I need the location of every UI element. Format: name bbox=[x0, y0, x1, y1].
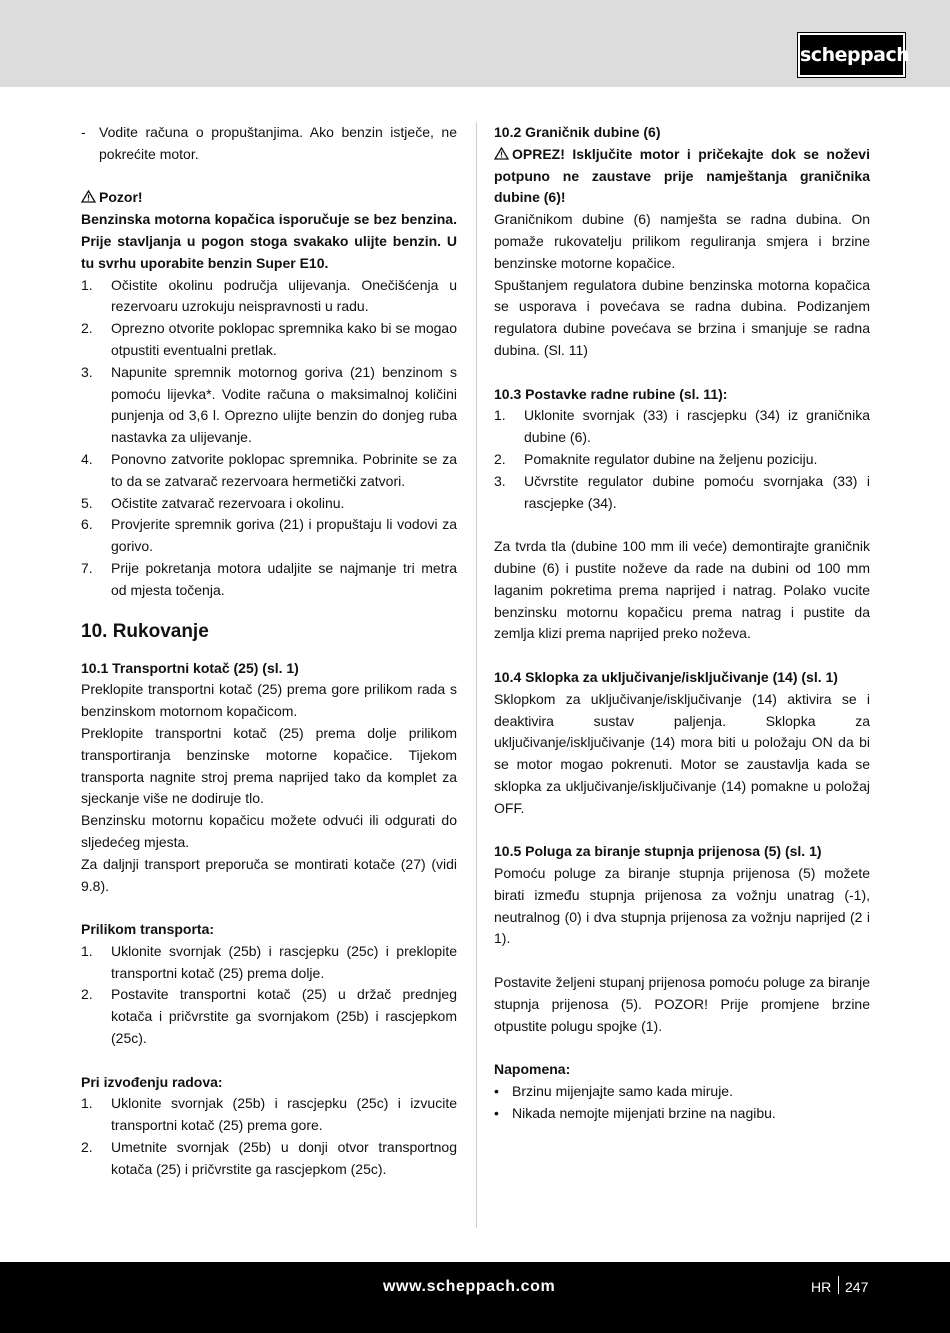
oprez-text: OPREZ! Isključite motor i pričekajte dok se noževi potpuno ne zaustave prije namještanja graničnika dubine (6)! bbox=[494, 145, 870, 206]
work-steps-list bbox=[81, 1093, 457, 1180]
paragraph: Sklopkom za uključivanje/isključivanje (14) aktivira se i deaktivira sustav paljenja. Sklopka za uključivanje/isključivanje (14) mora biti u položaju ON da bi se motor mogao pokrenuti. Motor se zaustavlja kada se sklopka za uključivanje/isključivanje (14) pomakne u položaj OFF. bbox=[494, 690, 870, 816]
list-item: 3. Napunite spremnik motornog goriva (21) benzinom s pomoću lijevka*. Vodite računa o maksimalnoj količini punjenja od 3,6 l. Oprezno ulijte benzin do donjeg ruba nastavka za ulijevanje. bbox=[81, 363, 457, 446]
list-item: 4. Ponovno zatvorite poklopac spremnika. Pobrinite se za to da se zatvarač rezervoara hermetički zatvori. bbox=[81, 450, 457, 489]
paragraph: Spuštanjem regulatora dubine benzinska motorna kopačica se usporava i povećava se radna dubina. Podizanjem regulatora dubine povećava se brzina i smanjuje se radna dubina. (Sl. 11) bbox=[494, 276, 870, 358]
warning-triangle-icon bbox=[81, 190, 96, 203]
notes-list bbox=[494, 1081, 870, 1125]
website-url: www.scheppach.com bbox=[383, 1278, 556, 1295]
right-column bbox=[494, 122, 870, 1125]
transport-heading: Prilikom transporta: bbox=[81, 921, 215, 938]
list-item: 3. Učvrstite regulator dubine pomoću svornjaka (33) i rascjepke (34). bbox=[494, 472, 870, 511]
subsection-title-10-5: 10.5 Poluga za biranje stupnja prijenosa (5) (sl. 1) bbox=[494, 843, 822, 860]
left-column bbox=[81, 122, 457, 1181]
language-code: HR bbox=[811, 1279, 832, 1295]
list-item: 2. Oprezno otvorite poklopac spremnika kako bi se mogao otpustiti eventualni pretlak. bbox=[81, 320, 457, 358]
paragraph: Preklopite transportni kotač (25) prema gore prilikom rada s benzinskom motornom kopačicom. bbox=[81, 681, 457, 720]
subsection-title-10-3: 10.3 Postavke radne rubine (sl. 11): bbox=[494, 385, 728, 402]
paragraph: Pomoću poluge za biranje stupnja prijenosa (5) možete birati između stupnja prijenosa za vožnju unatrag (-1), neutralnog (0) i dva stupnja prijenosa za vožnju naprijed (2 i 1). bbox=[494, 865, 870, 947]
column-divider bbox=[476, 122, 477, 1228]
list-item: 2. Umetnite svornjak (25b) u donji otvor transportnog kotača (25) i pričvrstite ga rascjepkom (25c). bbox=[81, 1139, 457, 1177]
subsection-title-10-1: 10.1 Transportni kotač (25) (sl. 1) bbox=[81, 659, 299, 676]
bullet-marker: • bbox=[494, 1083, 499, 1100]
bullet-marker: • bbox=[494, 1104, 499, 1121]
page-number: 247 bbox=[845, 1279, 869, 1295]
paragraph: Za tvrda tla (dubine 100 mm ili veće) demontirajte graničnik dubine (6) i pustite noževe da rade na dubini od 100 mm laganim pokretima prema naprijed i natrag. Polako vucite benzinsku motornu kopačicu prema natrag i pustite da zemlja klizi prema naprijed preko noževa. bbox=[494, 538, 870, 642]
work-heading: Pri izvođenju radova: bbox=[81, 1073, 223, 1090]
subsection-title-10-2: 10.2 Graničnik dubine (6) bbox=[494, 124, 661, 140]
depth-steps-list bbox=[494, 405, 870, 514]
footer-separator bbox=[838, 1276, 839, 1294]
note-heading: Napomena: bbox=[494, 1061, 571, 1078]
list-item: 1. Uklonite svornjak (33) i rascjepku (34) iz graničnika dubine (6). bbox=[494, 407, 870, 446]
pozor-text: Benzinska motorna kopačica isporučuje se bez benzina. Prije stavljanja u pogon stoga svakako ulijte benzin. U tu svrhu uporabite benzin Super E10. bbox=[81, 211, 457, 271]
pozor-title: Pozor! bbox=[99, 189, 143, 206]
paragraph: Postavite željeni stupanj prijenosa pomoću poluge za biranje stupnja prijenosa (5). POZOR! Prije promjene brzine otpustite polugu spojke (1). bbox=[494, 974, 870, 1034]
list-item: • Brzinu mijenjajte samo kada miruje. bbox=[494, 1081, 870, 1103]
paragraph: Graničnikom dubine (6) namješta se radna dubina. On pomaže rukovatelju prilikom reguliranja smjera i brzine benzinske motorne kopačice. bbox=[494, 211, 870, 271]
fuel-steps-list bbox=[81, 275, 457, 602]
dash-marker: - bbox=[81, 124, 86, 140]
list-item: 1. Uklonite svornjak (25b) i rascjepku (25c) i izvucite transportni kotač (25) prema gore. bbox=[81, 1095, 457, 1134]
dash-item-text: Vodite računa o propuštanjima. Ako benzin istječe, ne pokrećite motor. bbox=[99, 124, 457, 162]
list-item: 2. Postavite transportni kotač (25) u držač prednjeg kotača i pričvrstite ga svornjakom (25b) i rascjepkom (25c). bbox=[81, 986, 457, 1047]
list-item: 6. Provjerite spremnik goriva (21) i propuštaju li vodovi za gorivo. bbox=[81, 516, 457, 555]
list-item: 7. Prije pokretanja motora udaljite se najmanje tri metra od mjesta točenja. bbox=[81, 559, 457, 598]
paragraph: Za daljnji transport preporuča se montirati kotače (27) (vidi 9.8). bbox=[81, 855, 457, 894]
paragraph: Preklopite transportni kotač (25) prema dolje prilikom transportiranja benzinske motorne kopačice. Tijekom transporta nagnite stroj prema naprijed tako da komplet za sjeckanje više ne dodiruje tlo. bbox=[81, 724, 457, 807]
list-item: • Nikada nemojte mijenjati brzine na nagibu. bbox=[494, 1103, 870, 1125]
list-item: 2. Pomaknite regulator dubine na željenu poziciju. bbox=[494, 450, 818, 467]
list-item: 1. Očistite okolinu područja ulijevanja. Onečišćenja u rezervoaru uzrokuju neispravnosti u radu. bbox=[81, 276, 457, 315]
brand-logo: scheppach bbox=[798, 33, 905, 77]
dash-item bbox=[81, 122, 457, 166]
list-item: 1. Uklonite svornjak (25b) i rascjepku (25c) i preklopite transportni kotač (25) prema dolje. bbox=[81, 942, 457, 981]
list-item: 5. Očistite zatvarač rezervoara i okolinu. bbox=[81, 494, 345, 511]
subsection-title-10-4: 10.4 Sklopka za uključivanje/isključivanje (14) (sl. 1) bbox=[494, 668, 838, 685]
transport-steps-list bbox=[81, 941, 457, 1050]
warning-triangle-icon bbox=[494, 147, 509, 160]
oprez-warning bbox=[494, 144, 870, 209]
paragraph: Benzinsku motornu kopačicu možete odvući ili odgurati do sljedećeg mjesta. bbox=[81, 812, 457, 850]
pozor-heading bbox=[81, 187, 457, 209]
section-title: 10. Rukovanje bbox=[81, 620, 209, 642]
